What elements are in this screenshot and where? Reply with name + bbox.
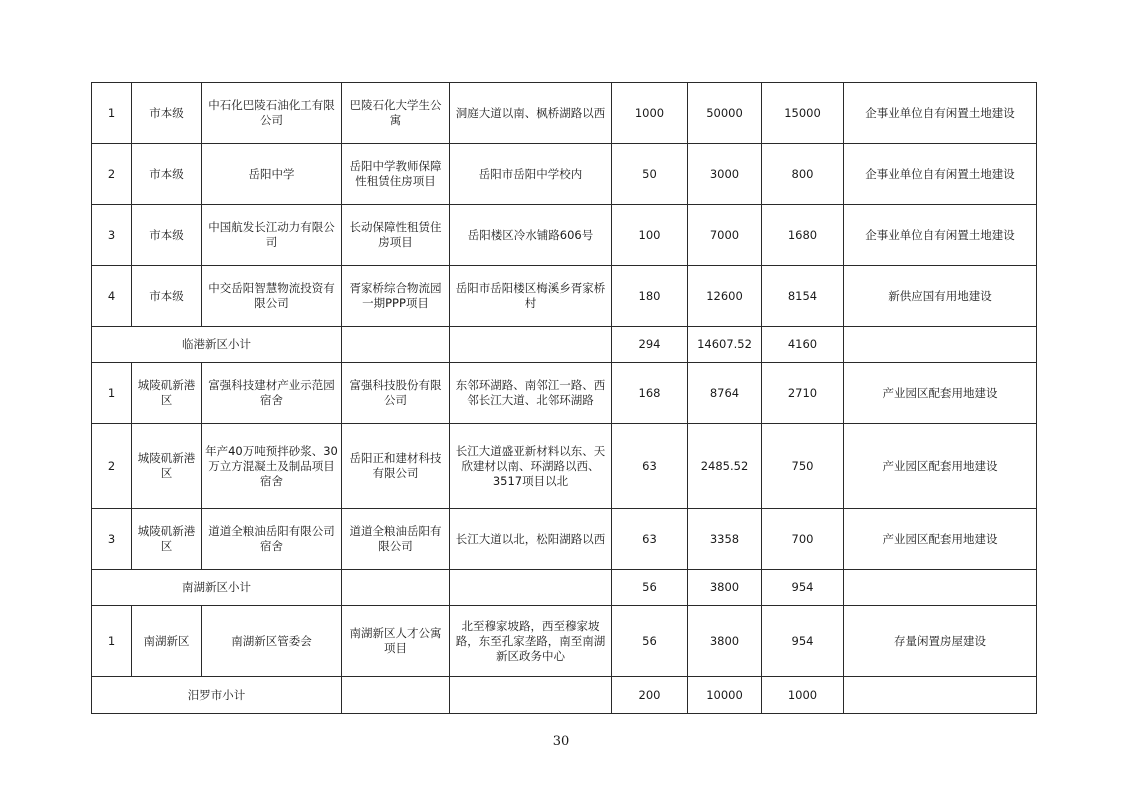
subtotal-label: 南湖新区小计 [92, 570, 342, 606]
cell-unit: 中交岳阳智慧物流投资有限公司 [202, 266, 342, 327]
empty-cell [844, 327, 1037, 363]
cell-area: 城陵矶新港区 [132, 424, 202, 509]
cell-unit: 中国航发长江动力有限公司 [202, 205, 342, 266]
cell-location: 岳阳楼区冷水铺路606号 [450, 205, 612, 266]
cell-units: 56 [612, 606, 688, 677]
cell-area-m2: 3358 [688, 509, 762, 570]
cell-project: 岳阳中学教师保障性租赁住房项目 [342, 144, 450, 205]
empty-cell [450, 327, 612, 363]
cell-no: 1 [92, 606, 132, 677]
cell-invest: 750 [762, 424, 844, 509]
empty-cell [342, 677, 450, 714]
cell-invest: 1680 [762, 205, 844, 266]
cell-units: 56 [612, 570, 688, 606]
cell-units: 63 [612, 424, 688, 509]
cell-area-m2: 3800 [688, 606, 762, 677]
cell-project: 富强科技股份有限公司 [342, 363, 450, 424]
cell-project: 道道全粮油岳阳有限公司 [342, 509, 450, 570]
cell-project: 南湖新区人才公寓项目 [342, 606, 450, 677]
housing-projects-table [91, 82, 1037, 714]
cell-units: 1000 [612, 83, 688, 144]
cell-invest: 15000 [762, 83, 844, 144]
table-row [92, 144, 1037, 205]
cell-area-m2: 8764 [688, 363, 762, 424]
cell-location: 长江大道以北，松阳湖路以西 [450, 509, 612, 570]
table-row [92, 83, 1037, 144]
empty-cell [450, 570, 612, 606]
subtotal-row [92, 327, 1037, 363]
cell-invest: 2710 [762, 363, 844, 424]
subtotal-label: 汨罗市小计 [92, 677, 342, 714]
cell-location: 东邻环湖路、南邻江一路、西邻长江大道、北邻环湖路 [450, 363, 612, 424]
cell-invest: 700 [762, 509, 844, 570]
cell-location: 长江大道盛亚新材料以东、天欣建材以南、环湖路以西、3517项目以北 [450, 424, 612, 509]
cell-unit: 年产40万吨预拌砂浆、30万立方混凝土及制品项目宿舍 [202, 424, 342, 509]
cell-project: 岳阳正和建材科技有限公司 [342, 424, 450, 509]
cell-method: 存量闲置房屋建设 [844, 606, 1037, 677]
empty-cell [342, 570, 450, 606]
cell-method: 产业园区配套用地建设 [844, 363, 1037, 424]
cell-units: 294 [612, 327, 688, 363]
cell-units: 50 [612, 144, 688, 205]
table-body [92, 83, 1037, 714]
cell-invest: 954 [762, 570, 844, 606]
cell-invest: 8154 [762, 266, 844, 327]
cell-method: 企事业单位自有闲置土地建设 [844, 205, 1037, 266]
cell-area-m2: 12600 [688, 266, 762, 327]
empty-cell [844, 570, 1037, 606]
cell-invest: 4160 [762, 327, 844, 363]
cell-unit: 富强科技建材产业示范园宿舍 [202, 363, 342, 424]
cell-area: 市本级 [132, 205, 202, 266]
cell-units: 200 [612, 677, 688, 714]
cell-area-m2: 2485.52 [688, 424, 762, 509]
cell-area-m2: 3000 [688, 144, 762, 205]
page-number: 30 [552, 734, 570, 749]
cell-unit: 中石化巴陵石油化工有限公司 [202, 83, 342, 144]
cell-unit: 岳阳中学 [202, 144, 342, 205]
empty-cell [844, 677, 1037, 714]
cell-invest: 800 [762, 144, 844, 205]
cell-location: 洞庭大道以南、枫桥湖路以西 [450, 83, 612, 144]
cell-method: 产业园区配套用地建设 [844, 509, 1037, 570]
cell-method: 产业园区配套用地建设 [844, 424, 1037, 509]
cell-location: 北至穆家坡路，西至穆家坡路，东至孔家垄路，南至南湖新区政务中心 [450, 606, 612, 677]
cell-no: 3 [92, 509, 132, 570]
cell-method: 新供应国有用地建设 [844, 266, 1037, 327]
cell-units: 63 [612, 509, 688, 570]
cell-location: 岳阳市岳阳中学校内 [450, 144, 612, 205]
table-row [92, 424, 1037, 509]
subtotal-row [92, 677, 1037, 714]
cell-no: 2 [92, 424, 132, 509]
cell-project: 巴陵石化大学生公寓 [342, 83, 450, 144]
cell-invest: 954 [762, 606, 844, 677]
cell-area: 南湖新区 [132, 606, 202, 677]
empty-cell [342, 327, 450, 363]
cell-area: 城陵矶新港区 [132, 509, 202, 570]
cell-unit: 南湖新区管委会 [202, 606, 342, 677]
subtotal-row [92, 570, 1037, 606]
cell-area: 市本级 [132, 83, 202, 144]
cell-location: 岳阳市岳阳楼区梅溪乡胥家桥村 [450, 266, 612, 327]
empty-cell [450, 677, 612, 714]
cell-area-m2: 3800 [688, 570, 762, 606]
cell-method: 企事业单位自有闲置土地建设 [844, 83, 1037, 144]
cell-project: 胥家桥综合物流园一期PPP项目 [342, 266, 450, 327]
cell-units: 180 [612, 266, 688, 327]
cell-area-m2: 10000 [688, 677, 762, 714]
cell-no: 3 [92, 205, 132, 266]
table-row [92, 509, 1037, 570]
cell-area: 市本级 [132, 144, 202, 205]
cell-no: 1 [92, 83, 132, 144]
table-row [92, 205, 1037, 266]
table-row [92, 363, 1037, 424]
cell-units: 168 [612, 363, 688, 424]
cell-no: 2 [92, 144, 132, 205]
cell-no: 4 [92, 266, 132, 327]
cell-units: 100 [612, 205, 688, 266]
cell-area-m2: 50000 [688, 83, 762, 144]
table-row [92, 266, 1037, 327]
cell-invest: 1000 [762, 677, 844, 714]
cell-project: 长动保障性租赁住房项目 [342, 205, 450, 266]
table-row [92, 606, 1037, 677]
cell-area: 市本级 [132, 266, 202, 327]
cell-area: 城陵矶新港区 [132, 363, 202, 424]
cell-no: 1 [92, 363, 132, 424]
subtotal-label: 临港新区小计 [92, 327, 342, 363]
cell-method: 企事业单位自有闲置土地建设 [844, 144, 1037, 205]
cell-unit: 道道全粮油岳阳有限公司宿舍 [202, 509, 342, 570]
cell-area-m2: 14607.52 [688, 327, 762, 363]
cell-area-m2: 7000 [688, 205, 762, 266]
